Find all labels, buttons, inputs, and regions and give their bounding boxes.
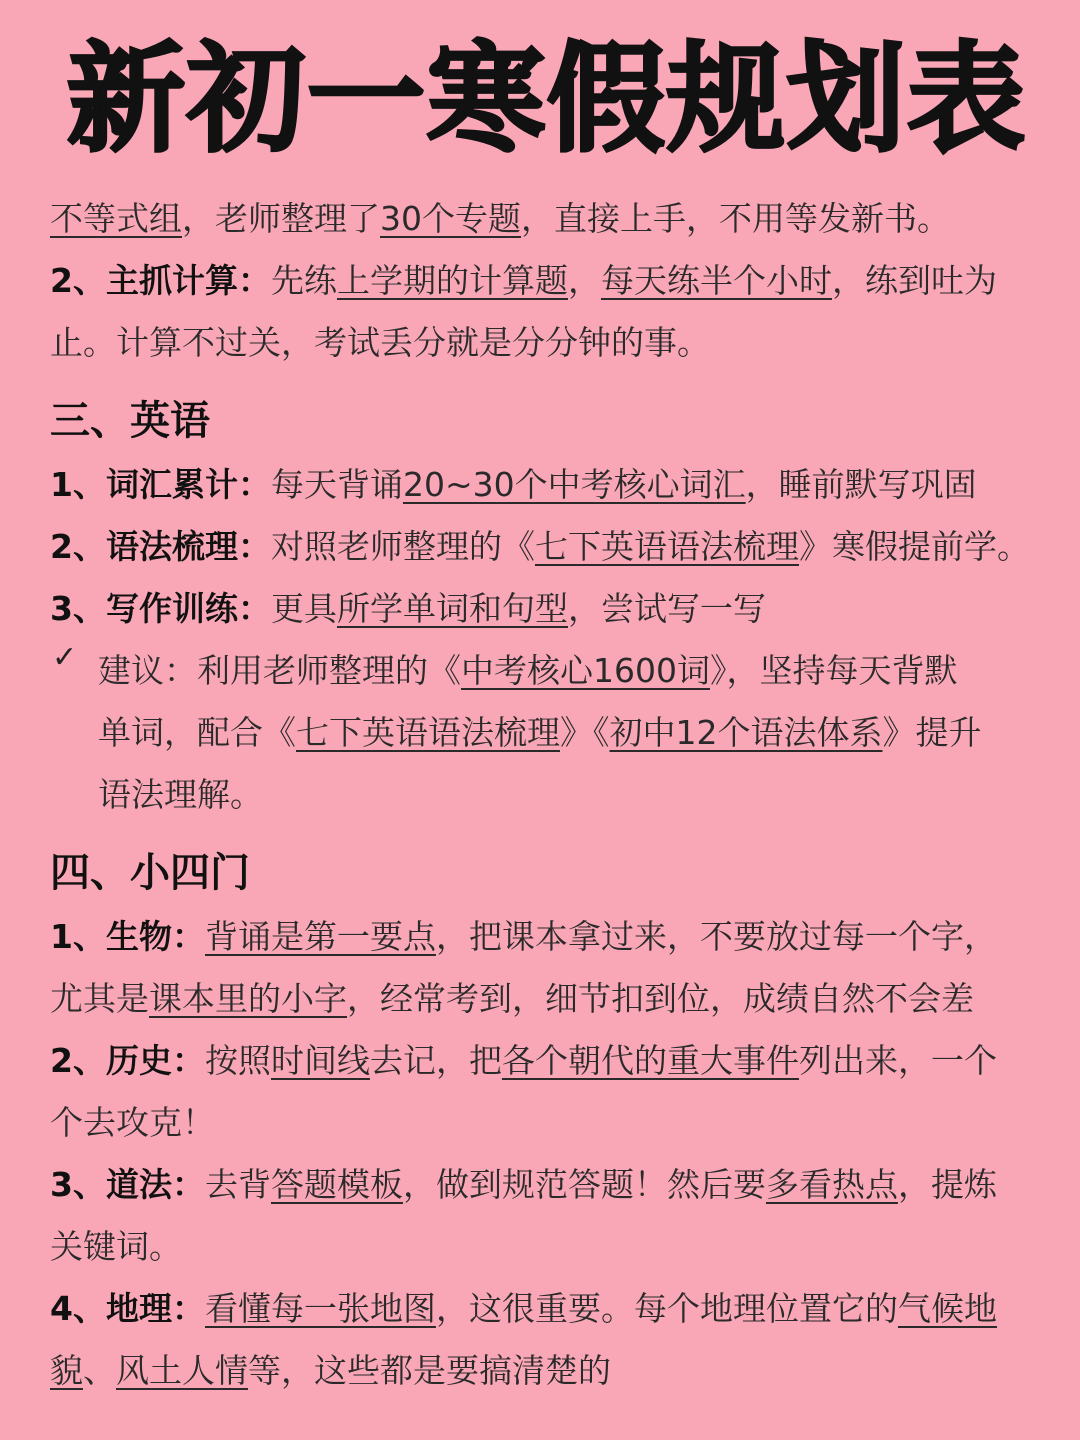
text: 尤其是 — [50, 979, 149, 1018]
item-label: 2、主抓计算： — [50, 261, 271, 300]
text: ， — [567, 261, 601, 300]
page-title: 新初一寒假规划表 — [66, 30, 1027, 168]
suggestion-line1 — [98, 640, 1044, 702]
underlined-text: 不等式组 — [50, 199, 182, 238]
item-label: 3、写作训练： — [50, 589, 271, 628]
underlined-text: 初中12个语法体系 — [609, 713, 883, 752]
text: ，把课本拿过来，不要放过每一个字， — [435, 917, 997, 956]
english-item1 — [50, 454, 1044, 516]
text: 、 — [83, 1351, 116, 1390]
text: ，做到规范答题！然后要 — [402, 1165, 766, 1204]
text: 》寒假提前学。 — [798, 527, 1030, 566]
underlined-text: 答题模板 — [270, 1165, 403, 1204]
text: 建议：利用老师整理的《 — [98, 651, 461, 690]
underlined-text: 看懂每一张地图 — [204, 1289, 436, 1328]
text: 去记，把 — [369, 1041, 502, 1080]
item-label: 2、语法梳理： — [50, 527, 271, 566]
text: 对照老师整理的《 — [270, 527, 535, 566]
text: ，直接上手，不用等发新书。 — [521, 199, 950, 238]
text: ，这很重要。每个地理位置它的 — [435, 1289, 898, 1328]
underlined-text: 貌 — [50, 1351, 83, 1390]
english-item3 — [50, 578, 1044, 640]
text: ，经常考到，细节扣到位，成绩自然不会差 — [347, 979, 974, 1018]
underlined-text: 30个专题 — [380, 199, 521, 238]
item-label: 4、地理： — [50, 1289, 205, 1328]
item-label: 1、生物： — [50, 917, 205, 956]
section-heading-minor-subjects: 四、小四门 — [50, 850, 250, 896]
underlined-text: 七下英语语法梳理 — [534, 527, 799, 566]
text: 列出来，一个 — [798, 1041, 997, 1080]
item-label: 1、词汇累计： — [50, 465, 271, 504]
text: ，练到吐为 — [831, 261, 997, 300]
suggestion-line3: 语法理解。 — [98, 775, 263, 814]
section-heading-english: 三、英语 — [50, 398, 210, 444]
text: 》提升 — [882, 713, 982, 752]
checkmark-icon: ✓ — [52, 640, 78, 675]
english-suggestion — [50, 640, 1044, 826]
underlined-text: 20~30个中考核心词汇 — [402, 465, 746, 504]
history-line2: 个去攻克！ — [50, 1103, 215, 1142]
math-item2-line1 — [50, 250, 1044, 312]
underlined-text: 上学期的计算题 — [336, 261, 568, 300]
underlined-text: 每天练半个小时 — [600, 261, 832, 300]
civics-line2: 关键词。 — [50, 1227, 182, 1266]
underlined-text: 课本里的小字 — [149, 979, 347, 1018]
underlined-text: 所学单词和句型 — [336, 589, 568, 628]
history-line1 — [50, 1030, 1044, 1092]
item-label: 2、历史： — [50, 1041, 205, 1080]
geography-line1 — [50, 1278, 1044, 1340]
geography-line2 — [50, 1340, 1044, 1402]
underlined-text: 背诵是第一要点 — [204, 917, 436, 956]
text: 》，坚持每天背默 — [709, 651, 958, 690]
text: 先练 — [270, 261, 337, 300]
biology-line1 — [50, 906, 1044, 968]
text: ，提炼 — [897, 1165, 997, 1204]
underlined-text: 中考核心1600词 — [461, 651, 710, 690]
math-item1-tail — [50, 188, 1044, 250]
text: 每天背诵 — [270, 465, 403, 504]
underlined-text: 气候地 — [897, 1289, 997, 1328]
underlined-text: 时间线 — [270, 1041, 370, 1080]
underlined-text: 多看热点 — [765, 1165, 898, 1204]
english-item2 — [50, 516, 1044, 578]
underlined-text: 风土人情 — [116, 1351, 248, 1390]
underlined-text: 七下英语语法梳理 — [296, 713, 560, 752]
text: ，睡前默写巩固 — [745, 465, 977, 504]
text: ，尝试写一写 — [567, 589, 766, 628]
text: 去背 — [204, 1165, 271, 1204]
text: 单词，配合《 — [98, 713, 296, 752]
math-item2-line2: 止。计算不过关，考试丢分就是分分钟的事。 — [50, 323, 710, 362]
text: ，老师整理了 — [182, 199, 380, 238]
text: 》《 — [560, 713, 610, 752]
text: 按照 — [204, 1041, 271, 1080]
text: 等，这些都是要搞清楚的 — [248, 1351, 611, 1390]
suggestion-line2 — [98, 702, 1044, 764]
item-label: 3、道法： — [50, 1165, 205, 1204]
text: 更具 — [270, 589, 337, 628]
underlined-text: 各个朝代的重大事件 — [501, 1041, 799, 1080]
civics-line1 — [50, 1154, 1044, 1216]
biology-line2 — [50, 968, 1044, 1030]
